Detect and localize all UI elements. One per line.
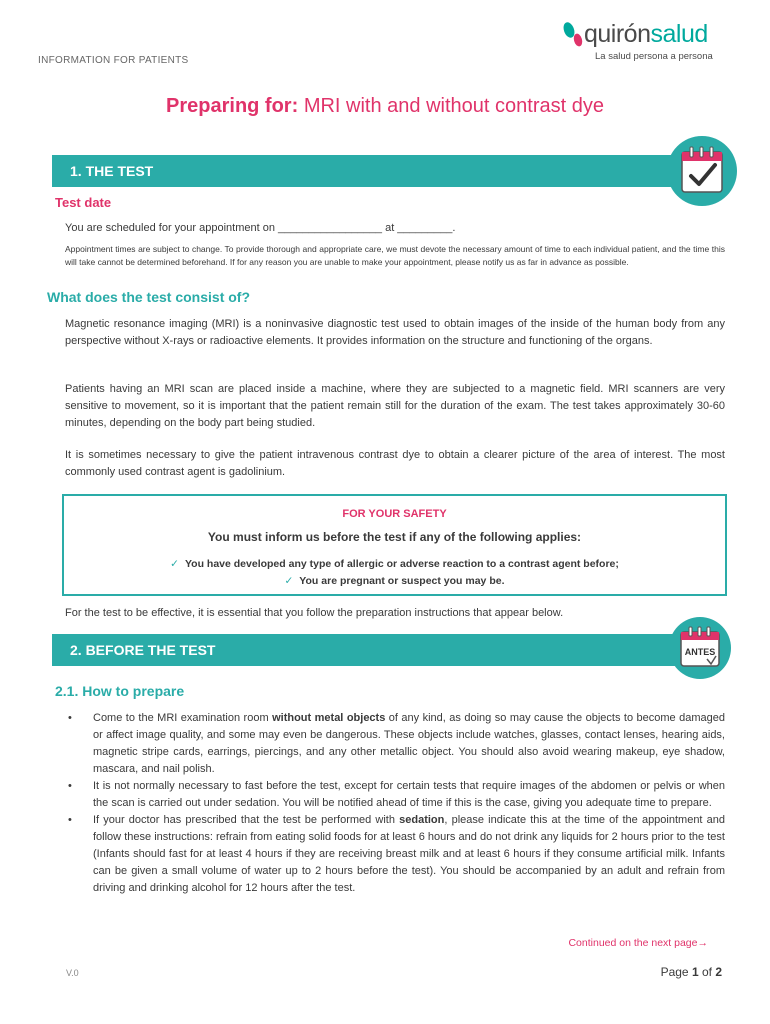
safety-item: ✓ You have developed any type of allergic or adverse reaction to a contrast agent before; xyxy=(170,558,619,570)
calendar-antes-icon xyxy=(669,617,731,679)
bullet-icon: • xyxy=(68,814,72,826)
calendar-antes-label: ANTES xyxy=(684,647,716,657)
bullet-icon: • xyxy=(68,780,72,792)
title-prefix: Preparing for: xyxy=(166,95,299,117)
appointment-line: You are scheduled for your appointment on _________________ at _________. xyxy=(65,222,456,234)
appointment-note: Appointment times are subject to change. To provide thorough and appropriate care, we must devote the necessary amount of time to each individual patient, and the time this will take cannot be determined beforehand. If for any reason you are unable to make your appointment, please notify us as far in advance as possible. xyxy=(65,244,725,267)
calendar-check-badge xyxy=(667,136,737,206)
list-item: • It is not normally necessary to fast before the test, except for certain tests that require images of the abdomen or pelvis or when the scan is carried out under sedation. You will be notified ahead of time if this is the case, giving you adequate time to prepare. xyxy=(68,780,725,809)
info-label: INFORMATION FOR PATIENTS xyxy=(38,55,189,66)
logo-wordmark: quirónsalud xyxy=(584,20,708,48)
section-bar-the-test: 1. THE TEST xyxy=(52,155,704,187)
version-label: V.0 xyxy=(66,968,79,978)
calendar-check-icon xyxy=(667,136,737,206)
safety-box xyxy=(62,494,727,596)
continued-next-page: Continued on the next page→ xyxy=(568,937,708,949)
safety-title: FOR YOUR SAFETY xyxy=(342,508,447,520)
contrast-dye-paragraph: It is sometimes necessary to give the patient intravenous contrast dye to obtain a clearer picture of the area of interest. The most commonly used contrast agent is gadolinium. xyxy=(65,449,725,478)
logo-mark-icon xyxy=(562,20,584,50)
list-item: • Come to the MRI examination room without metal objects of any kind, as doing so may cause the objects to become damaged or affect image quality, and some may even be dangerous. These objects include watches, glasses, contact lenses, hearing aids, magnetic stripe cards, earrings, piercings, and any other metallic object. You should also avoid wearing makeup, eye shadow, mascara, and nail polish. xyxy=(68,712,725,775)
effective-note: For the test to be effective, it is essential that you follow the preparation instructions that appear below. xyxy=(65,607,564,619)
test-consist-heading: What does the test consist of? xyxy=(47,289,251,305)
title-main: MRI with and without contrast dye xyxy=(298,95,604,117)
page-title xyxy=(0,95,770,118)
test-date-heading: Test date xyxy=(55,195,112,210)
page-number: Page 1 of 2 xyxy=(660,965,722,979)
mri-procedure-paragraph: Patients having an MRI scan are placed inside a machine, where they are subjected to a magnetic field. MRI scanners are very sensitive to movement, so it is important that the patient remain still for the duration of the exam. The test takes approximately 30-60 minutes, depending on the body part being studied. xyxy=(65,383,725,429)
safety-lead: You must inform us before the test if any of the following applies: xyxy=(207,530,582,544)
mri-description-paragraph: Magnetic resonance imaging (MRI) is a noninvasive diagnostic test used to obtain images of the inside of the human body from any perspective without X-rays or radioactive elements. It provides information on the structure and functioning of the organs. xyxy=(65,318,725,347)
checkmark-icon: ✓ xyxy=(170,558,179,570)
checkmark-icon: ✓ xyxy=(284,575,294,587)
safety-item: ✓ You are pregnant or suspect you may be. xyxy=(284,575,505,587)
bullet-icon: • xyxy=(68,712,72,724)
logo-tagline: La salud persona a persona xyxy=(595,51,713,62)
section-bar-before-the-test: 2. BEFORE THE TEST xyxy=(52,634,704,666)
quironsalud-logo xyxy=(562,18,732,68)
preparation-list xyxy=(65,710,725,897)
how-to-prepare-heading: 2.1. How to prepare xyxy=(55,683,185,699)
calendar-antes-badge xyxy=(669,617,731,679)
list-item: • If your doctor has prescribed that the test be performed with sedation, please indicate this at the time of the appointment and follow these instructions: refrain from eating solid foods for at least 6 hours and do not drink any liquids for 2 hours prior to the test (Infants should fast for at least 4 hours if they are receiving breast milk and at least 6 hours if they consume artificial milk. Infants can be given a small volume of water up to 2 hours before the test). You should be accompanied by an adult and refrain from driving and drinking alcohol for 12 hours after the test. xyxy=(68,814,725,894)
